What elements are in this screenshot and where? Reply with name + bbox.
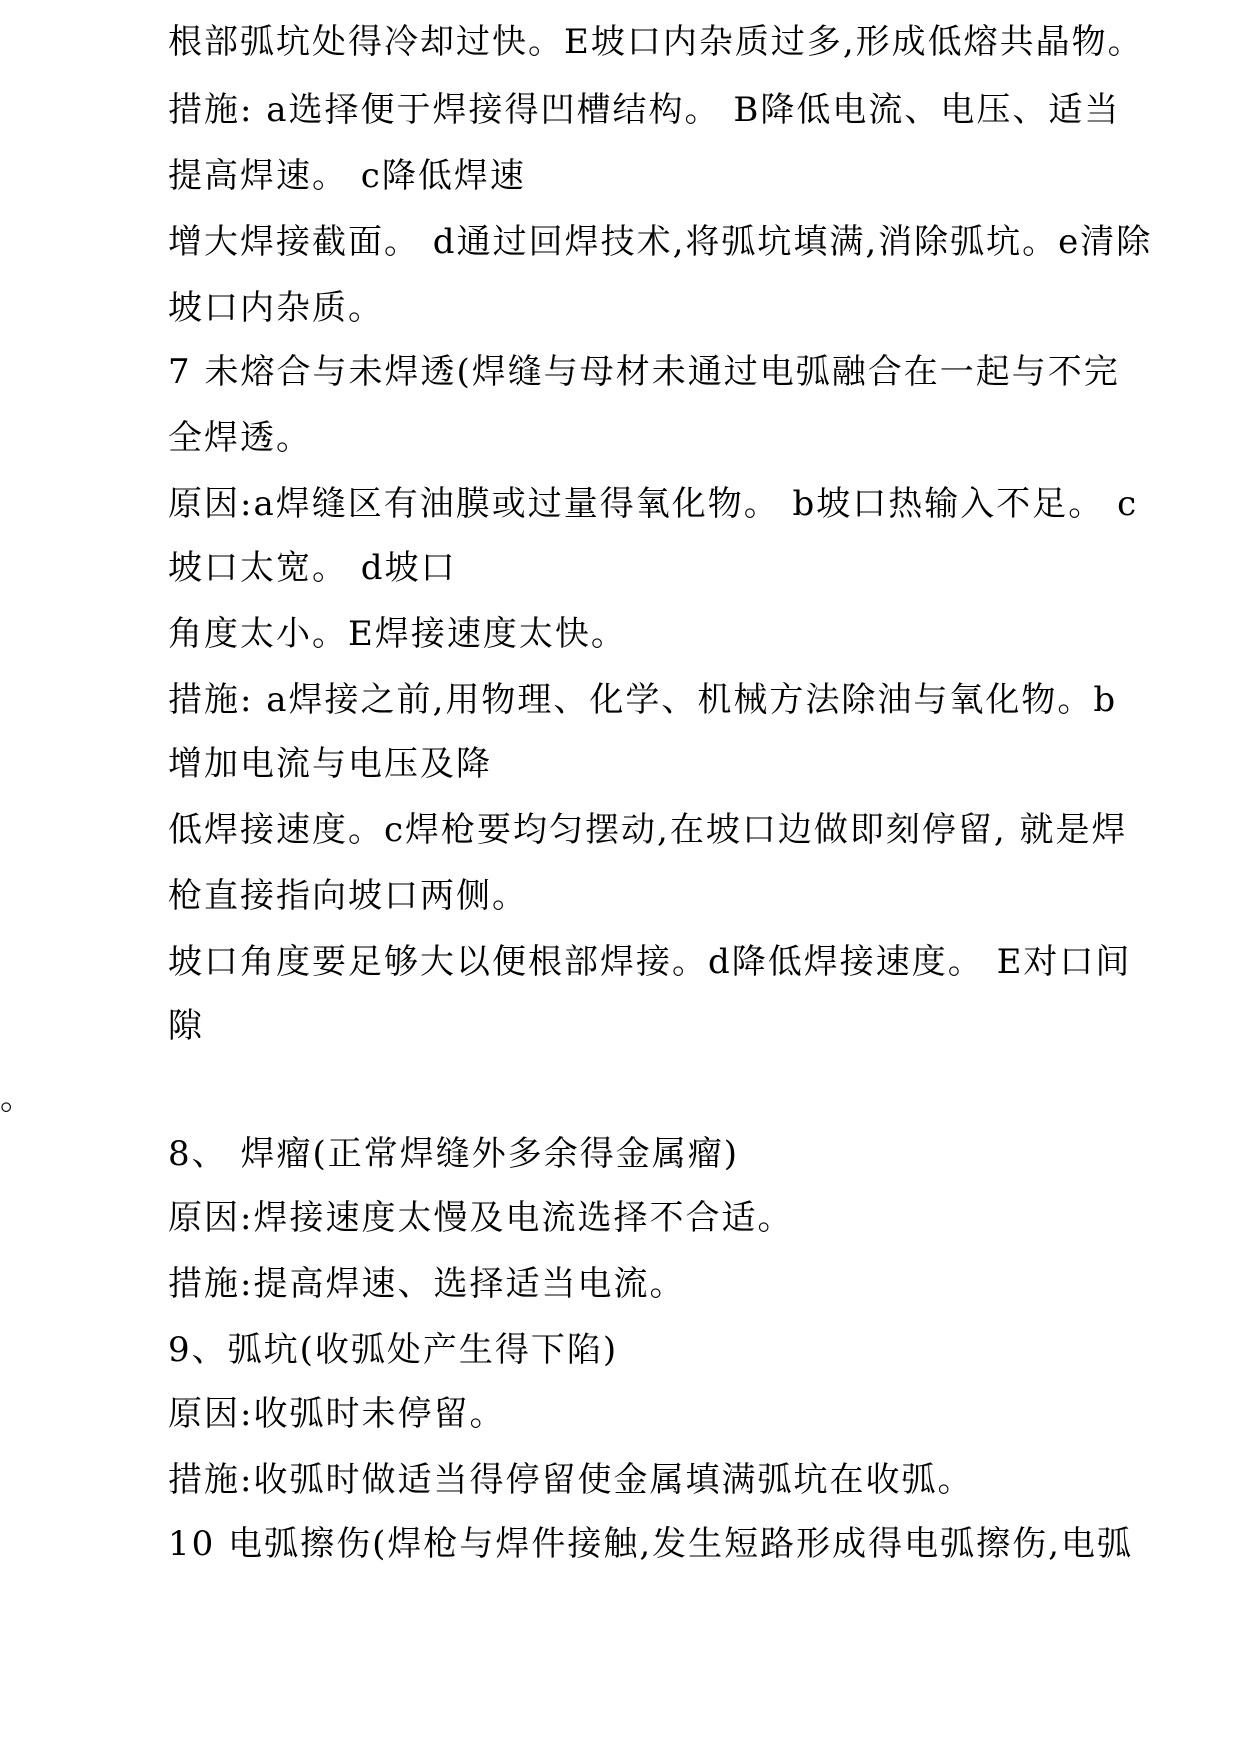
section-heading: 7 未熔合与未焊透(焊缝与母材未通过电弧融合在一起与不完 — [168, 352, 1120, 392]
stray-mark: 。 — [0, 1078, 34, 1118]
text-line: 提高焊速。 c降低焊速 — [168, 156, 526, 196]
text-line: 原因:焊接速度太慢及电流选择不合适。 — [168, 1198, 794, 1238]
text-line: 原因:a焊缝区有油膜或过量得氧化物。 b坡口热输入不足。 c — [168, 484, 1139, 524]
text-line: 措施:提高焊速、选择适当电流。 — [168, 1264, 686, 1304]
text-line: 坡口太宽。 d坡口 — [168, 548, 457, 588]
text-line: 增加电流与电压及降 — [168, 744, 492, 784]
text-line: 角度太小。E焊接速度太快。 — [168, 614, 627, 654]
text-line: 全焊透。 — [168, 418, 312, 458]
text-line: 隙 — [168, 1006, 204, 1046]
text-line: 措施: a选择便于焊接得凹槽结构。 B降低电流、电压、适当 — [168, 90, 1121, 130]
text-line: 坡口内杂质。 — [168, 288, 384, 328]
text-line: 坡口角度要足够大以便根部焊接。d降低焊接速度。 E对口间 — [168, 942, 1132, 982]
text-line: 低焊接速度。c焊枪要均匀摆动,在坡口边做即刻停留, 就是焊 — [168, 810, 1128, 850]
text-line: 枪直接指向坡口两侧。 — [168, 876, 528, 916]
section-heading: 9、弧坑(收弧处产生得下陷) — [168, 1330, 619, 1370]
text-line: 原因:收弧时未停留。 — [168, 1394, 506, 1434]
section-heading: 8、 焊瘤(正常焊缝外多余得金属瘤) — [168, 1134, 739, 1174]
section-heading: 10 电弧擦伤(焊枪与焊件接触,发生短路形成得电弧擦伤,电弧 — [168, 1524, 1133, 1564]
text-line: 根部弧坑处得冷却过快。E坡口内杂质过多,形成低熔共晶物。 — [168, 22, 1144, 62]
text-line: 措施: a焊接之前,用物理、化学、机械方法除油与氧化物。b — [168, 680, 1118, 720]
text-line: 措施:收弧时做适当得停留使金属填满弧坑在收弧。 — [168, 1460, 974, 1500]
text-line: 增大焊接截面。 d通过回焊技术,将弧坑填满,消除弧坑。e清除 — [168, 222, 1153, 262]
